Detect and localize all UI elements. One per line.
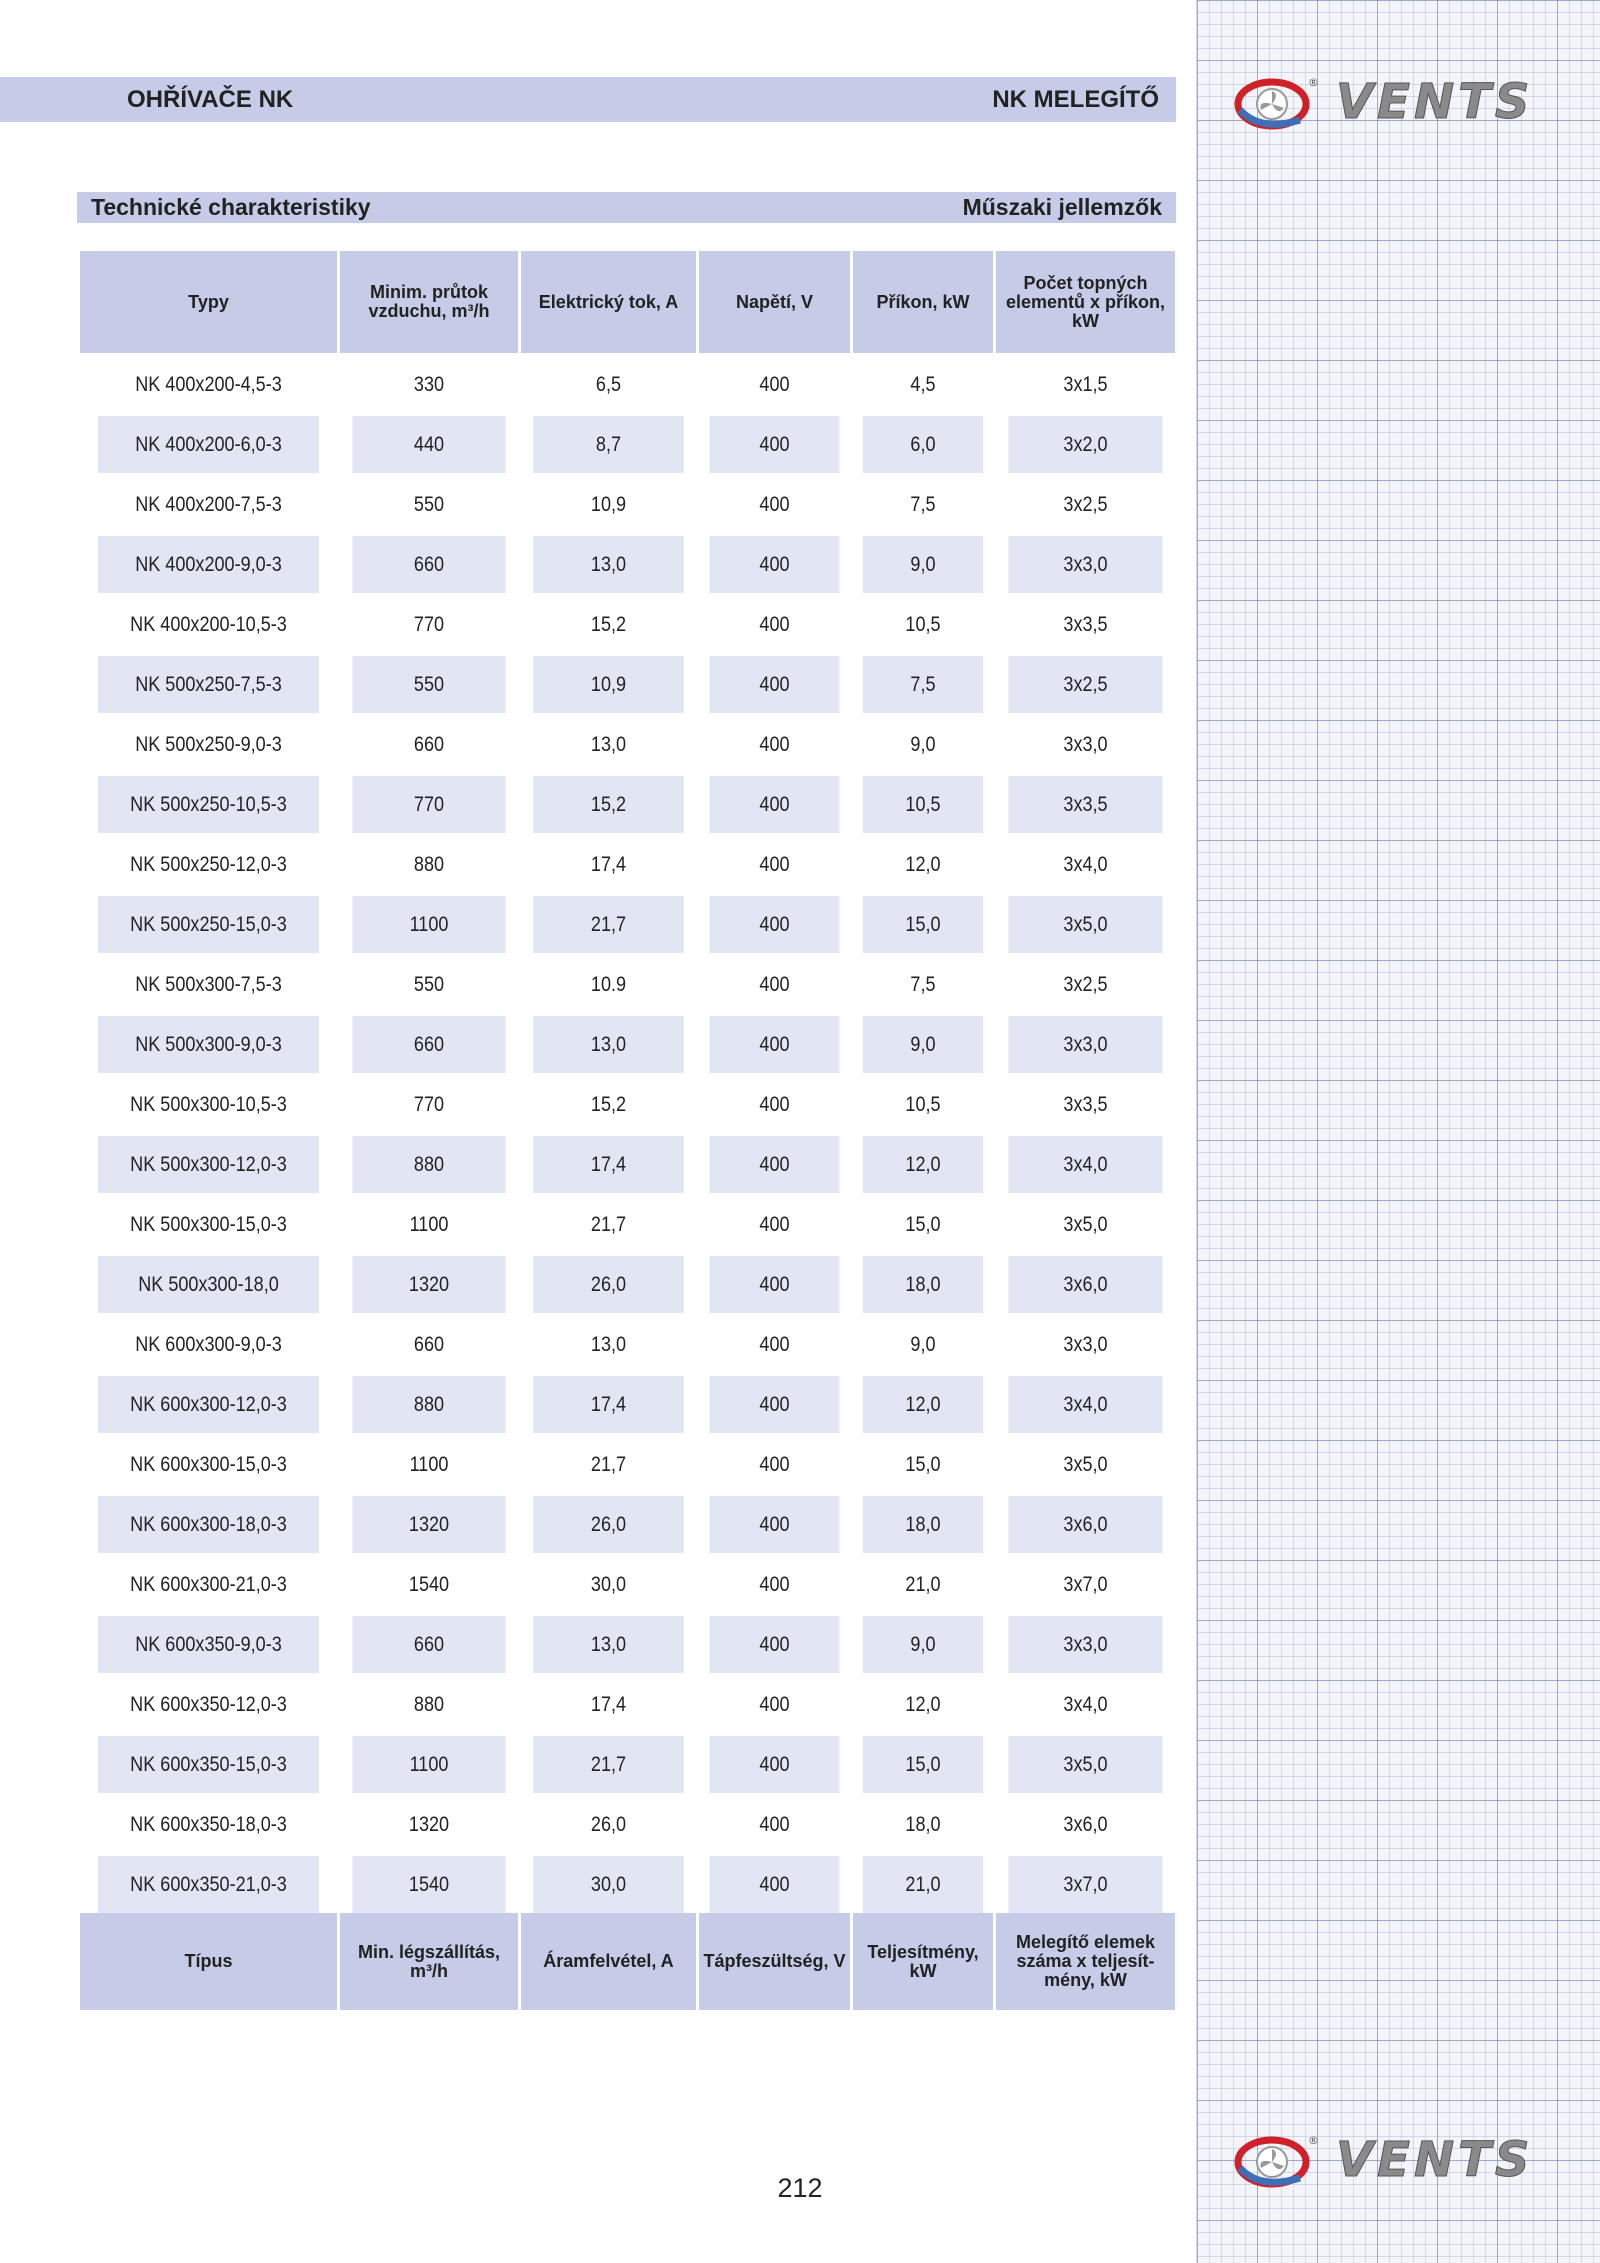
table-row: [80, 1613, 1175, 1673]
table-row: [80, 1493, 1175, 1553]
cell-voltage: 400: [710, 1253, 840, 1313]
table-row: [80, 593, 1175, 653]
cell-airflow: 1540: [352, 1553, 505, 1613]
cell-power: 9,0: [863, 1013, 983, 1073]
cell-type: NK 400x200-7,5-3: [98, 473, 319, 533]
cell-airflow: 1320: [352, 1493, 505, 1553]
cell-airflow: 770: [352, 773, 505, 833]
cell-current: 30,0: [533, 1553, 684, 1613]
cell-current: 13,0: [533, 1613, 684, 1673]
cell-airflow: 880: [352, 1673, 505, 1733]
header-title-cz: OHŘÍVAČE NK: [127, 86, 294, 113]
cell-power: 18,0: [863, 1493, 983, 1553]
cell-elements: 3x3,5: [1009, 773, 1163, 833]
table-row: [80, 1073, 1175, 1133]
cell-voltage: 400: [710, 713, 840, 773]
cell-current: 10,9: [533, 653, 684, 713]
cell-current: 13,0: [533, 713, 684, 773]
col-footer-airflow: Min. légszállítás, m³/h: [340, 1913, 518, 2010]
cell-type: NK 600x350-15,0-3: [98, 1733, 319, 1793]
cell-airflow: 770: [352, 1073, 505, 1133]
table-row: [80, 1673, 1175, 1733]
cell-airflow: 660: [352, 533, 505, 593]
cell-voltage: 400: [710, 1793, 840, 1853]
table-row: [80, 1553, 1175, 1613]
cell-type: NK 600x300-15,0-3: [98, 1433, 319, 1493]
cell-current: 13,0: [533, 533, 684, 593]
cell-current: 6,5: [533, 353, 684, 413]
cell-current: 15,2: [533, 773, 684, 833]
cell-voltage: 400: [710, 353, 840, 413]
cell-elements: 3x7,0: [1009, 1853, 1163, 1913]
cell-current: 21,7: [533, 1733, 684, 1793]
cell-type: NK 500x250-9,0-3: [98, 713, 319, 773]
cell-power: 4,5: [863, 353, 983, 413]
cell-elements: 3x6,0: [1009, 1253, 1163, 1313]
cell-power: 15,0: [863, 1193, 983, 1253]
cell-type: NK 600x300-12,0-3: [98, 1373, 319, 1433]
table-row: [80, 533, 1175, 593]
cell-power: 7,5: [863, 473, 983, 533]
cell-type: NK 400x200-4,5-3: [98, 353, 319, 413]
table-row: [80, 1133, 1175, 1193]
cell-elements: 3x2,5: [1009, 653, 1163, 713]
cell-type: NK 400x200-9,0-3: [98, 533, 319, 593]
cell-power: 12,0: [863, 833, 983, 893]
fan-logo-icon: [1230, 2130, 1330, 2190]
cell-elements: 3x7,0: [1009, 1553, 1163, 1613]
fan-logo-icon: [1230, 72, 1330, 132]
cell-voltage: 400: [710, 1133, 840, 1193]
svg-text:®: ®: [1308, 76, 1319, 89]
cell-current: 17,4: [533, 1133, 684, 1193]
cell-elements: 3x1,5: [1009, 353, 1163, 413]
table-row: [80, 893, 1175, 953]
cell-power: 7,5: [863, 953, 983, 1013]
cell-airflow: 660: [352, 713, 505, 773]
cell-elements: 3x2,5: [1009, 953, 1163, 1013]
cell-current: 17,4: [533, 1673, 684, 1733]
cell-power: 21,0: [863, 1853, 983, 1913]
cell-elements: 3x3,0: [1009, 1313, 1163, 1373]
cell-elements: 3x6,0: [1009, 1493, 1163, 1553]
cell-elements: 3x3,0: [1009, 533, 1163, 593]
col-footer-power: Teljesítmény, kW: [853, 1913, 993, 2010]
cell-elements: 3x4,0: [1009, 1673, 1163, 1733]
cell-airflow: 770: [352, 593, 505, 653]
col-footer-voltage: Tápfeszültség, V: [699, 1913, 850, 2010]
cell-airflow: 1100: [352, 1433, 505, 1493]
cell-current: 30,0: [533, 1853, 684, 1913]
col-footer-elements: Melegítő elemek száma x teljesít-mény, kW: [996, 1913, 1175, 2010]
cell-type: NK 600x350-12,0-3: [98, 1673, 319, 1733]
cell-elements: 3x4,0: [1009, 1133, 1163, 1193]
cell-current: 10,9: [533, 473, 684, 533]
cell-type: NK 500x300-15,0-3: [98, 1193, 319, 1253]
cell-type: NK 600x300-9,0-3: [98, 1313, 319, 1373]
cell-airflow: 550: [352, 653, 505, 713]
cell-elements: 3x3,0: [1009, 713, 1163, 773]
cell-current: 15,2: [533, 593, 684, 653]
cell-power: 6,0: [863, 413, 983, 473]
cell-airflow: 550: [352, 473, 505, 533]
cell-power: 12,0: [863, 1673, 983, 1733]
cell-power: 7,5: [863, 653, 983, 713]
cell-airflow: 880: [352, 1133, 505, 1193]
cell-voltage: 400: [710, 473, 840, 533]
cell-airflow: 1320: [352, 1253, 505, 1313]
cell-current: 26,0: [533, 1253, 684, 1313]
cell-power: 9,0: [863, 1313, 983, 1373]
cell-elements: 3x6,0: [1009, 1793, 1163, 1853]
cell-elements: 3x5,0: [1009, 1193, 1163, 1253]
cell-elements: 3x5,0: [1009, 1733, 1163, 1793]
table-row: [80, 1853, 1175, 1913]
table-row: [80, 473, 1175, 533]
cell-airflow: 660: [352, 1313, 505, 1373]
cell-airflow: 1540: [352, 1853, 505, 1913]
specs-table: [77, 251, 1178, 2010]
cell-power: 12,0: [863, 1133, 983, 1193]
cell-current: 17,4: [533, 1373, 684, 1433]
cell-voltage: 400: [710, 1373, 840, 1433]
cell-voltage: 400: [710, 1193, 840, 1253]
cell-voltage: 400: [710, 1613, 840, 1673]
cell-voltage: 400: [710, 1493, 840, 1553]
cell-voltage: 400: [710, 1673, 840, 1733]
cell-voltage: 400: [710, 653, 840, 713]
section-band: [77, 192, 1176, 223]
cell-voltage: 400: [710, 1733, 840, 1793]
vents-wordmark: VENTS: [1336, 2132, 1534, 2188]
grid-sidebar: [1196, 0, 1600, 2263]
cell-power: 15,0: [863, 1733, 983, 1793]
header-row-hu: [80, 1913, 1175, 2010]
table-row: [80, 773, 1175, 833]
cell-current: 13,0: [533, 1013, 684, 1073]
table-row: [80, 1793, 1175, 1853]
vents-logo-top: [1230, 72, 1565, 132]
cell-current: 26,0: [533, 1793, 684, 1853]
col-header-current: Elektrický tok, A: [521, 251, 696, 353]
cell-voltage: 400: [710, 1013, 840, 1073]
cell-type: NK 500x300-7,5-3: [98, 953, 319, 1013]
cell-power: 10,5: [863, 1073, 983, 1133]
table-row: [80, 653, 1175, 713]
table-row: [80, 1373, 1175, 1433]
cell-power: 18,0: [863, 1253, 983, 1313]
header-title-hu: NK MELEGÍTŐ: [992, 86, 1159, 113]
cell-current: 26,0: [533, 1493, 684, 1553]
cell-type: NK 500x300-9,0-3: [98, 1013, 319, 1073]
cell-voltage: 400: [710, 413, 840, 473]
cell-elements: 3x3,5: [1009, 593, 1163, 653]
table-row: [80, 953, 1175, 1013]
cell-airflow: 440: [352, 413, 505, 473]
cell-airflow: 330: [352, 353, 505, 413]
header-band: [0, 77, 1176, 122]
cell-voltage: 400: [710, 1433, 840, 1493]
table-row: [80, 833, 1175, 893]
cell-voltage: 400: [710, 1313, 840, 1373]
col-header-type: Typy: [80, 251, 337, 353]
cell-elements: 3x4,0: [1009, 1373, 1163, 1433]
cell-airflow: 550: [352, 953, 505, 1013]
vents-logo-bottom: [1230, 2130, 1565, 2190]
cell-type: NK 400x200-6,0-3: [98, 413, 319, 473]
table-row: [80, 1733, 1175, 1793]
cell-type: NK 400x200-10,5-3: [98, 593, 319, 653]
cell-power: 9,0: [863, 713, 983, 773]
cell-elements: 3x3,0: [1009, 1013, 1163, 1073]
col-header-airflow: Minim. průtok vzduchu, m³/h: [340, 251, 518, 353]
cell-elements: 3x2,0: [1009, 413, 1163, 473]
cell-type: NK 500x300-10,5-3: [98, 1073, 319, 1133]
col-footer-type: Típus: [80, 1913, 337, 2010]
cell-type: NK 500x250-15,0-3: [98, 893, 319, 953]
cell-elements: 3x5,0: [1009, 1433, 1163, 1493]
vents-wordmark: VENTS: [1336, 74, 1534, 130]
cell-current: 8,7: [533, 413, 684, 473]
table-row: [80, 1193, 1175, 1253]
cell-current: 13,0: [533, 1313, 684, 1373]
col-header-elements: Počet topných elementů x příkon, kW: [996, 251, 1175, 353]
cell-elements: 3x4,0: [1009, 833, 1163, 893]
cell-airflow: 1320: [352, 1793, 505, 1853]
cell-airflow: 1100: [352, 893, 505, 953]
table-row: [80, 1313, 1175, 1373]
cell-airflow: 660: [352, 1613, 505, 1673]
table-row: [80, 1433, 1175, 1493]
header-row-cz: [80, 251, 1175, 353]
cell-current: 17,4: [533, 833, 684, 893]
cell-power: 21,0: [863, 1553, 983, 1613]
section-title-cz: Technické charakteristiky: [91, 194, 371, 220]
cell-power: 15,0: [863, 893, 983, 953]
cell-type: NK 600x300-18,0-3: [98, 1493, 319, 1553]
cell-current: 21,7: [533, 1433, 684, 1493]
cell-power: 18,0: [863, 1793, 983, 1853]
table-row: [80, 713, 1175, 773]
svg-text:®: ®: [1308, 2134, 1319, 2147]
cell-elements: 3x5,0: [1009, 893, 1163, 953]
col-footer-current: Áramfelvétel, A: [521, 1913, 696, 2010]
col-header-power: Příkon, kW: [853, 251, 993, 353]
cell-type: NK 500x250-7,5-3: [98, 653, 319, 713]
cell-power: 10,5: [863, 593, 983, 653]
cell-type: NK 600x350-18,0-3: [98, 1793, 319, 1853]
cell-airflow: 1100: [352, 1193, 505, 1253]
table-row: [80, 1253, 1175, 1313]
cell-voltage: 400: [710, 533, 840, 593]
cell-voltage: 400: [710, 1073, 840, 1133]
cell-elements: 3x2,5: [1009, 473, 1163, 533]
cell-voltage: 400: [710, 593, 840, 653]
cell-current: 21,7: [533, 1193, 684, 1253]
cell-airflow: 880: [352, 833, 505, 893]
cell-airflow: 880: [352, 1373, 505, 1433]
cell-voltage: 400: [710, 833, 840, 893]
cell-voltage: 400: [710, 953, 840, 1013]
section-title-hu: Műszaki jellemzők: [962, 194, 1162, 220]
cell-airflow: 660: [352, 1013, 505, 1073]
cell-voltage: 400: [710, 1553, 840, 1613]
cell-type: NK 600x350-9,0-3: [98, 1613, 319, 1673]
cell-type: NK 500x250-10,5-3: [98, 773, 319, 833]
cell-type: NK 600x300-21,0-3: [98, 1553, 319, 1613]
cell-power: 15,0: [863, 1433, 983, 1493]
cell-power: 10,5: [863, 773, 983, 833]
cell-type: NK 500x300-18,0: [98, 1253, 319, 1313]
cell-power: 12,0: [863, 1373, 983, 1433]
cell-current: 15,2: [533, 1073, 684, 1133]
cell-elements: 3x3,0: [1009, 1613, 1163, 1673]
cell-power: 9,0: [863, 1613, 983, 1673]
col-header-voltage: Napětí, V: [699, 251, 850, 353]
cell-elements: 3x3,5: [1009, 1073, 1163, 1133]
page-number: 212: [777, 2173, 823, 2203]
cell-power: 9,0: [863, 533, 983, 593]
table-row: [80, 413, 1175, 473]
cell-voltage: 400: [710, 893, 840, 953]
cell-voltage: 400: [710, 1853, 840, 1913]
table-row: [80, 1013, 1175, 1073]
cell-current: 21,7: [533, 893, 684, 953]
cell-voltage: 400: [710, 773, 840, 833]
cell-current: 10.9: [533, 953, 684, 1013]
table-row: [80, 353, 1175, 413]
cell-type: NK 500x300-12,0-3: [98, 1133, 319, 1193]
cell-type: NK 600x350-21,0-3: [98, 1853, 319, 1913]
cell-airflow: 1100: [352, 1733, 505, 1793]
cell-type: NK 500x250-12,0-3: [98, 833, 319, 893]
